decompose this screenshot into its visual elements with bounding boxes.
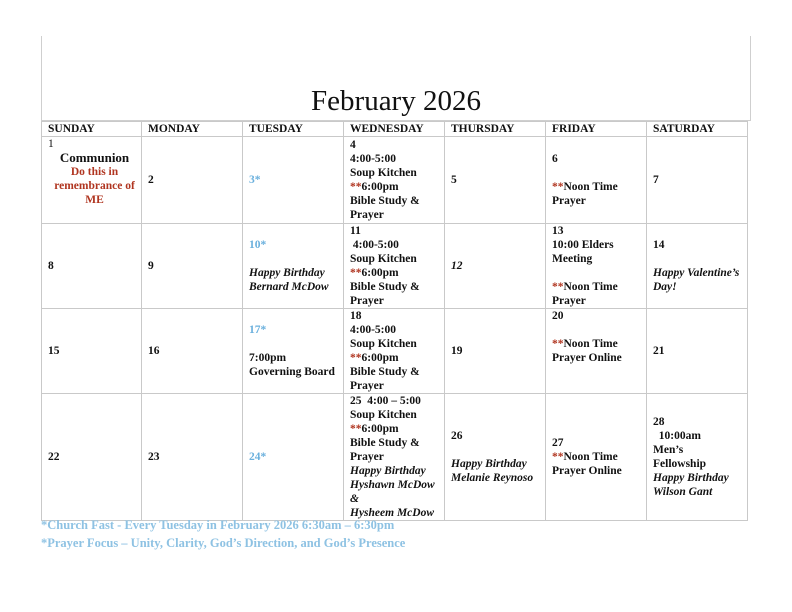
day-cell-1 bbox=[42, 137, 142, 224]
day-cell-14 bbox=[647, 224, 748, 309]
day-cell-22 bbox=[42, 394, 142, 521]
day-number: 17* bbox=[249, 324, 267, 336]
day-cell-3 bbox=[243, 137, 344, 224]
day-number: 15 bbox=[48, 345, 60, 357]
day-number: 20 bbox=[552, 310, 564, 322]
month-title: February 2026 bbox=[311, 85, 481, 117]
event-note: ME bbox=[85, 194, 104, 206]
day-number: 2 bbox=[148, 174, 154, 186]
event-line: Happy Birthday bbox=[451, 458, 527, 470]
event-line: Prayer bbox=[350, 451, 384, 463]
day-cell-15 bbox=[42, 309, 142, 394]
event-line: Happy Valentine’s bbox=[653, 267, 740, 279]
event-line: Bible Study & bbox=[350, 366, 420, 378]
event-line: Prayer bbox=[552, 295, 586, 307]
day-number: 21 bbox=[653, 345, 665, 357]
event-line: & bbox=[350, 493, 359, 505]
asterisk-marker: ** bbox=[350, 423, 362, 435]
event-line: Soup Kitchen bbox=[350, 338, 417, 350]
day-cell-18 bbox=[344, 309, 445, 394]
day-cell-24 bbox=[243, 394, 344, 521]
header-tuesday: TUESDAY bbox=[243, 122, 344, 137]
event-line: Prayer Online bbox=[552, 465, 622, 477]
event-line: Happy Birthday bbox=[653, 472, 729, 484]
day-cell-9 bbox=[142, 224, 243, 309]
day-number: 23 bbox=[148, 451, 160, 463]
event-line: Noon Time bbox=[563, 338, 618, 350]
day-cell-16 bbox=[142, 309, 243, 394]
day-number: 5 bbox=[451, 174, 457, 186]
day-number: 19 bbox=[451, 345, 463, 357]
event-line: Governing Board bbox=[249, 366, 335, 378]
event-line: 7:00pm bbox=[249, 352, 287, 364]
event-line: Fellowship bbox=[653, 458, 707, 470]
event-line: Noon Time bbox=[563, 181, 618, 193]
event-line: 4:00-5:00 bbox=[350, 239, 399, 251]
day-cell-25 bbox=[344, 394, 445, 521]
day-cell-6 bbox=[546, 137, 647, 224]
event-line: Prayer bbox=[350, 380, 384, 392]
header-thursday: THURSDAY bbox=[445, 122, 546, 137]
event-line: Bible Study & bbox=[350, 437, 420, 449]
event-line: Prayer Online bbox=[552, 352, 622, 364]
footer-prayer-focus: *Prayer Focus – Unity, Clarity, God’s Direction, and God’s Presence bbox=[41, 536, 406, 550]
day-number: 26 bbox=[451, 430, 463, 442]
event-note: remembrance of bbox=[54, 180, 135, 192]
week-row bbox=[42, 224, 748, 309]
day-number: 14 bbox=[653, 239, 665, 251]
day-number: 24* bbox=[249, 451, 267, 463]
footer-church-fast: *Church Fast - Every Tuesday in February 2026 6:30am – 6:30pm bbox=[41, 518, 395, 532]
header-wednesday: WEDNESDAY bbox=[344, 122, 445, 137]
calendar-grid bbox=[41, 121, 748, 521]
event-line: 4:00-5:00 bbox=[350, 324, 396, 336]
event-line: Meeting bbox=[552, 253, 593, 265]
event-line: Noon Time bbox=[563, 451, 618, 463]
day-cell-2 bbox=[142, 137, 243, 224]
header-saturday: SATURDAY bbox=[647, 122, 748, 137]
day-cell-21 bbox=[647, 309, 748, 394]
day-cell-17 bbox=[243, 309, 344, 394]
day-cell-28 bbox=[647, 394, 748, 521]
day-number: 8 bbox=[48, 260, 54, 272]
day-number: 1 bbox=[48, 138, 54, 150]
day-cell-4 bbox=[344, 137, 445, 224]
asterisk-marker: ** bbox=[552, 181, 564, 193]
header-friday: FRIDAY bbox=[546, 122, 647, 137]
event-line: Prayer bbox=[552, 195, 586, 207]
week-row bbox=[42, 394, 748, 521]
weekday-header-row bbox=[42, 122, 748, 137]
event-line: Noon Time bbox=[563, 281, 618, 293]
day-number: 28 bbox=[653, 416, 665, 428]
event-line: Men’s bbox=[653, 444, 684, 456]
event-line: Prayer bbox=[350, 209, 384, 221]
day-cell-26 bbox=[445, 394, 546, 521]
week-row bbox=[42, 137, 748, 224]
day-number: 11 bbox=[350, 225, 361, 237]
day-number: 6 bbox=[552, 153, 558, 165]
asterisk-marker: ** bbox=[552, 451, 564, 463]
day-number: 16 bbox=[148, 345, 160, 357]
day-number: 9 bbox=[148, 260, 154, 272]
event-line: Hyshawn McDow bbox=[350, 479, 435, 491]
asterisk-marker: ** bbox=[552, 338, 564, 350]
day-cell-13 bbox=[546, 224, 647, 309]
event-line: Day! bbox=[653, 281, 677, 293]
day-cell-8 bbox=[42, 224, 142, 309]
day-cell-7 bbox=[647, 137, 748, 224]
asterisk-marker: ** bbox=[350, 352, 362, 364]
day-number: 13 bbox=[552, 225, 564, 237]
day-number: 3* bbox=[249, 174, 261, 186]
event-line: Bible Study & bbox=[350, 195, 420, 207]
event-line: 10:00 Elders bbox=[552, 239, 614, 251]
event-line: 4:00-5:00 bbox=[350, 153, 396, 165]
event-line: Soup Kitchen bbox=[350, 167, 417, 179]
event-line: Soup Kitchen bbox=[350, 253, 417, 265]
day-cell-10 bbox=[243, 224, 344, 309]
day-cell-11 bbox=[344, 224, 445, 309]
day-number: 7 bbox=[653, 174, 659, 186]
header-monday: MONDAY bbox=[142, 122, 243, 137]
event-note: Do this in bbox=[70, 166, 119, 178]
asterisk-marker: ** bbox=[350, 267, 362, 279]
event-line: 6:00pm bbox=[361, 352, 399, 364]
event-line: 6:00pm bbox=[361, 267, 399, 279]
event-line: Happy Birthday bbox=[350, 465, 426, 477]
day-cell-20 bbox=[546, 309, 647, 394]
event-line: Soup Kitchen bbox=[350, 409, 417, 421]
day-number: 12 bbox=[451, 260, 463, 272]
day-number: 10* bbox=[249, 239, 267, 251]
event-line: Happy Birthday bbox=[249, 267, 325, 279]
day-number: 18 bbox=[350, 310, 362, 322]
day-cell-23 bbox=[142, 394, 243, 521]
day-number: 22 bbox=[48, 451, 60, 463]
event-title: Communion bbox=[59, 150, 130, 165]
day-number: 27 bbox=[552, 437, 564, 449]
event-line: 10:00am bbox=[653, 430, 701, 442]
asterisk-marker: ** bbox=[552, 281, 564, 293]
event-line: Hysheem McDow bbox=[350, 507, 435, 519]
event-line: Bernard McDow bbox=[249, 281, 329, 293]
day-cell-12 bbox=[445, 224, 546, 309]
day-cell-19 bbox=[445, 309, 546, 394]
event-line: 6:00pm bbox=[361, 181, 399, 193]
day-cell-5 bbox=[445, 137, 546, 224]
week-row bbox=[42, 309, 748, 394]
asterisk-marker: ** bbox=[350, 181, 362, 193]
header-sunday: SUNDAY bbox=[42, 122, 142, 137]
day-number: 4 bbox=[350, 139, 356, 151]
event-line: Prayer bbox=[350, 295, 384, 307]
event-line: Bible Study & bbox=[350, 281, 420, 293]
event-line: Wilson Gant bbox=[653, 486, 713, 498]
day-number: 25 4:00 – 5:00 bbox=[350, 395, 421, 407]
event-line: 6:00pm bbox=[361, 423, 399, 435]
day-cell-27 bbox=[546, 394, 647, 521]
event-line: Melanie Reynoso bbox=[451, 472, 534, 484]
